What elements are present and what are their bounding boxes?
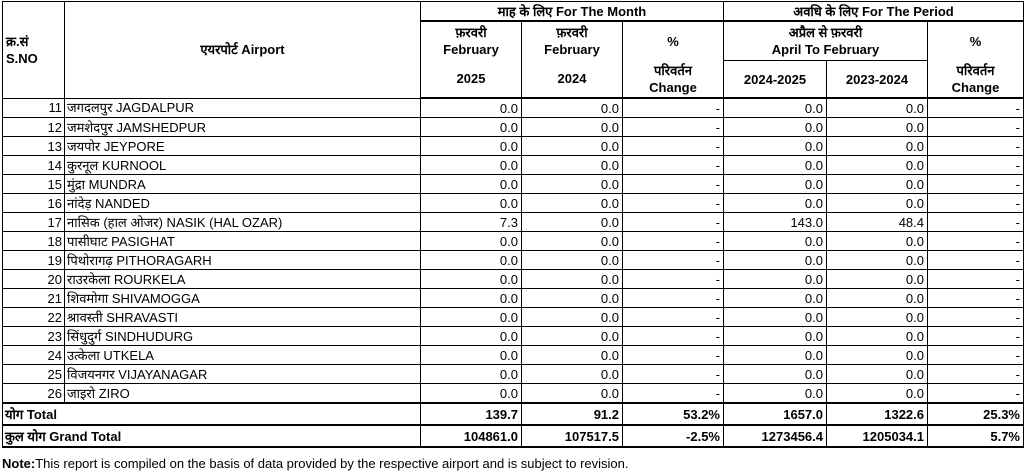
- row-sno: 23: [3, 327, 65, 346]
- table-row: [3, 175, 1024, 194]
- row-period-previous: 0.0: [827, 156, 928, 175]
- row-sno: 22: [3, 308, 65, 327]
- table-row: [3, 137, 1024, 156]
- row-airport: शिवमोगा SHIVAMOGGA: [65, 289, 421, 308]
- airport-traffic-table: [2, 1, 1024, 448]
- row-period-current: 0.0: [724, 156, 827, 175]
- row-period-previous: 48.4: [827, 213, 928, 232]
- total-label: योग Total: [3, 403, 421, 425]
- table-row: [3, 289, 1024, 308]
- row-period-previous: 0.0: [827, 270, 928, 289]
- grand-total-period-previous: 1205034.1: [827, 425, 928, 447]
- row-period-current: 0.0: [724, 251, 827, 270]
- row-month-change: -: [623, 289, 724, 308]
- row-airport: जगदलपुर JAGDALPUR: [65, 98, 421, 118]
- row-period-current: 0.0: [724, 137, 827, 156]
- row-airport: पिथोरागढ़ PITHORAGARH: [65, 251, 421, 270]
- row-month-current: 0.0: [421, 118, 522, 137]
- row-airport: पासीघाट PASIGHAT: [65, 232, 421, 251]
- row-month-change: -: [623, 156, 724, 175]
- row-month-previous: 0.0: [522, 289, 623, 308]
- row-month-current: 0.0: [421, 308, 522, 327]
- sno-header: क्र.सं S.NO: [3, 2, 65, 99]
- row-airport: सिंधुदुर्ग SINDHUDURG: [65, 327, 421, 346]
- row-period-change: -: [928, 213, 1024, 232]
- row-period-current: 0.0: [724, 365, 827, 384]
- row-sno: 21: [3, 289, 65, 308]
- row-period-current: 0.0: [724, 308, 827, 327]
- row-month-previous: 0.0: [522, 365, 623, 384]
- row-airport: विजयनगर VIJAYANAGAR: [65, 365, 421, 384]
- row-month-previous: 0.0: [522, 270, 623, 289]
- row-month-current: 0.0: [421, 251, 522, 270]
- row-period-current: 0.0: [724, 98, 827, 118]
- row-period-change: -: [928, 118, 1024, 137]
- month-previous-year-header: 2024: [522, 61, 623, 99]
- row-airport: नांदेड़ NANDED: [65, 194, 421, 213]
- row-period-previous: 0.0: [827, 346, 928, 365]
- airport-header: एयरपोर्ट Airport: [65, 2, 421, 99]
- row-month-previous: 0.0: [522, 98, 623, 118]
- table-row: [3, 308, 1024, 327]
- grand-total-month-previous: 107517.5: [522, 425, 623, 447]
- row-period-previous: 0.0: [827, 118, 928, 137]
- row-month-previous: 0.0: [522, 308, 623, 327]
- row-period-current: 0.0: [724, 289, 827, 308]
- row-month-change: -: [623, 251, 724, 270]
- row-month-change: -: [623, 327, 724, 346]
- row-month-previous: 0.0: [522, 251, 623, 270]
- month-group-header: माह के लिए For The Month: [421, 2, 724, 22]
- row-period-previous: 0.0: [827, 175, 928, 194]
- row-airport: जयपोर JEYPORE: [65, 137, 421, 156]
- row-month-change: -: [623, 346, 724, 365]
- table-row: [3, 346, 1024, 365]
- month-change-header: परिवर्तन Change: [623, 61, 724, 99]
- table-row: [3, 365, 1024, 384]
- row-period-current: 0.0: [724, 270, 827, 289]
- row-airport: मुंद्रा MUNDRA: [65, 175, 421, 194]
- row-period-change: -: [928, 308, 1024, 327]
- month-current-year-header: 2025: [421, 61, 522, 99]
- row-period-current: 0.0: [724, 384, 827, 404]
- month-pct-header: %: [623, 21, 724, 61]
- row-sno: 18: [3, 232, 65, 251]
- row-period-current: 0.0: [724, 327, 827, 346]
- row-period-previous: 0.0: [827, 98, 928, 118]
- row-month-previous: 0.0: [522, 156, 623, 175]
- row-month-change: -: [623, 118, 724, 137]
- row-airport: जाइरो ZIRO: [65, 384, 421, 404]
- row-month-change: -: [623, 137, 724, 156]
- row-month-current: 0.0: [421, 137, 522, 156]
- row-period-change: -: [928, 365, 1024, 384]
- row-period-change: -: [928, 137, 1024, 156]
- row-period-change: -: [928, 327, 1024, 346]
- row-month-current: 0.0: [421, 289, 522, 308]
- row-period-previous: 0.0: [827, 137, 928, 156]
- table-row: [3, 156, 1024, 175]
- total-month-previous: 91.2: [522, 403, 623, 425]
- row-month-change: -: [623, 308, 724, 327]
- row-period-change: -: [928, 98, 1024, 118]
- table-row: [3, 270, 1024, 289]
- row-period-previous: 0.0: [827, 308, 928, 327]
- row-month-change: -: [623, 194, 724, 213]
- row-month-current: 0.0: [421, 194, 522, 213]
- row-month-change: -: [623, 232, 724, 251]
- row-month-previous: 0.0: [522, 384, 623, 404]
- row-month-current: 0.0: [421, 156, 522, 175]
- note-text: This report is compiled on the basis of data provided by the respective airport and is subject to revision.: [35, 456, 629, 471]
- row-period-change: -: [928, 346, 1024, 365]
- row-month-previous: 0.0: [522, 118, 623, 137]
- row-month-change: -: [623, 270, 724, 289]
- row-month-current: 0.0: [421, 175, 522, 194]
- grand-total-period-current: 1273456.4: [724, 425, 827, 447]
- total-period-current: 1657.0: [724, 403, 827, 425]
- row-period-current: 143.0: [724, 213, 827, 232]
- row-period-previous: 0.0: [827, 289, 928, 308]
- row-month-previous: 0.0: [522, 232, 623, 251]
- report-note: [2, 456, 628, 472]
- month-current-header: फ़रवरी February: [421, 21, 522, 61]
- row-month-change: -: [623, 213, 724, 232]
- row-sno: 15: [3, 175, 65, 194]
- total-period-previous: 1322.6: [827, 403, 928, 425]
- table-row: [3, 384, 1024, 404]
- grand-total-month-change: -2.5%: [623, 425, 724, 447]
- row-period-change: -: [928, 175, 1024, 194]
- grand-total-period-change: 5.7%: [928, 425, 1024, 447]
- table-row: [3, 194, 1024, 213]
- row-period-change: -: [928, 289, 1024, 308]
- table-row: [3, 232, 1024, 251]
- row-period-change: -: [928, 232, 1024, 251]
- row-period-current: 0.0: [724, 175, 827, 194]
- row-airport: नासिक (हाल ओजर) NASIK (HAL OZAR): [65, 213, 421, 232]
- row-month-current: 0.0: [421, 98, 522, 118]
- row-period-current: 0.0: [724, 232, 827, 251]
- row-month-change: -: [623, 175, 724, 194]
- row-sno: 16: [3, 194, 65, 213]
- row-month-current: 0.0: [421, 384, 522, 404]
- note-label: Note:: [2, 456, 36, 471]
- row-period-change: -: [928, 156, 1024, 175]
- row-sno: 25: [3, 365, 65, 384]
- row-period-change: -: [928, 270, 1024, 289]
- table-row: [3, 98, 1024, 118]
- report-sheet: [2, 1, 1024, 448]
- period-previous-year-header: 2023-2024: [827, 61, 928, 99]
- period-pct-header: %: [928, 21, 1024, 61]
- row-sno: 14: [3, 156, 65, 175]
- row-period-change: -: [928, 251, 1024, 270]
- period-current-year-header: 2024-2025: [724, 61, 827, 99]
- row-airport: कुरनूल KURNOOL: [65, 156, 421, 175]
- row-airport: जमशेदपुर JAMSHEDPUR: [65, 118, 421, 137]
- grand-total-month-current: 104861.0: [421, 425, 522, 447]
- total-month-change: 53.2%: [623, 403, 724, 425]
- row-month-current: 7.3: [421, 213, 522, 232]
- row-month-previous: 0.0: [522, 137, 623, 156]
- row-month-current: 0.0: [421, 327, 522, 346]
- table-row: [3, 327, 1024, 346]
- table-row: [3, 251, 1024, 270]
- row-period-previous: 0.0: [827, 327, 928, 346]
- row-month-current: 0.0: [421, 346, 522, 365]
- month-previous-header: फ़रवरी February: [522, 21, 623, 61]
- row-sno: 17: [3, 213, 65, 232]
- table-row: [3, 118, 1024, 137]
- row-month-current: 0.0: [421, 270, 522, 289]
- row-sno: 12: [3, 118, 65, 137]
- total-period-change: 25.3%: [928, 403, 1024, 425]
- row-sno: 13: [3, 137, 65, 156]
- row-period-current: 0.0: [724, 118, 827, 137]
- row-period-previous: 0.0: [827, 232, 928, 251]
- row-month-change: -: [623, 384, 724, 404]
- row-period-current: 0.0: [724, 194, 827, 213]
- row-month-previous: 0.0: [522, 194, 623, 213]
- grand-total-row: [3, 425, 1024, 447]
- row-sno: 20: [3, 270, 65, 289]
- row-period-previous: 0.0: [827, 251, 928, 270]
- row-month-previous: 0.0: [522, 213, 623, 232]
- row-month-current: 0.0: [421, 365, 522, 384]
- period-group-header: अवधि के लिए For The Period: [724, 2, 1024, 22]
- row-period-previous: 0.0: [827, 194, 928, 213]
- table-row: [3, 213, 1024, 232]
- period-change-header: परिवर्तन Change: [928, 61, 1024, 99]
- row-airport: श्रावस्ती SHRAVASTI: [65, 308, 421, 327]
- row-period-current: 0.0: [724, 346, 827, 365]
- row-sno: 19: [3, 251, 65, 270]
- row-period-change: -: [928, 194, 1024, 213]
- period-range-header: अप्रैल से फ़रवरी April To February: [724, 21, 928, 61]
- row-sno: 26: [3, 384, 65, 404]
- row-airport: राउरकेला ROURKELA: [65, 270, 421, 289]
- total-month-current: 139.7: [421, 403, 522, 425]
- row-period-previous: 0.0: [827, 365, 928, 384]
- row-period-change: -: [928, 384, 1024, 404]
- row-period-previous: 0.0: [827, 384, 928, 404]
- grand-total-label: कुल योग Grand Total: [3, 425, 421, 447]
- row-sno: 24: [3, 346, 65, 365]
- row-month-previous: 0.0: [522, 346, 623, 365]
- row-month-previous: 0.0: [522, 327, 623, 346]
- total-row: [3, 403, 1024, 425]
- row-month-previous: 0.0: [522, 175, 623, 194]
- row-month-change: -: [623, 98, 724, 118]
- row-sno: 11: [3, 98, 65, 118]
- row-month-change: -: [623, 365, 724, 384]
- row-airport: उत्केला UTKELA: [65, 346, 421, 365]
- row-month-current: 0.0: [421, 232, 522, 251]
